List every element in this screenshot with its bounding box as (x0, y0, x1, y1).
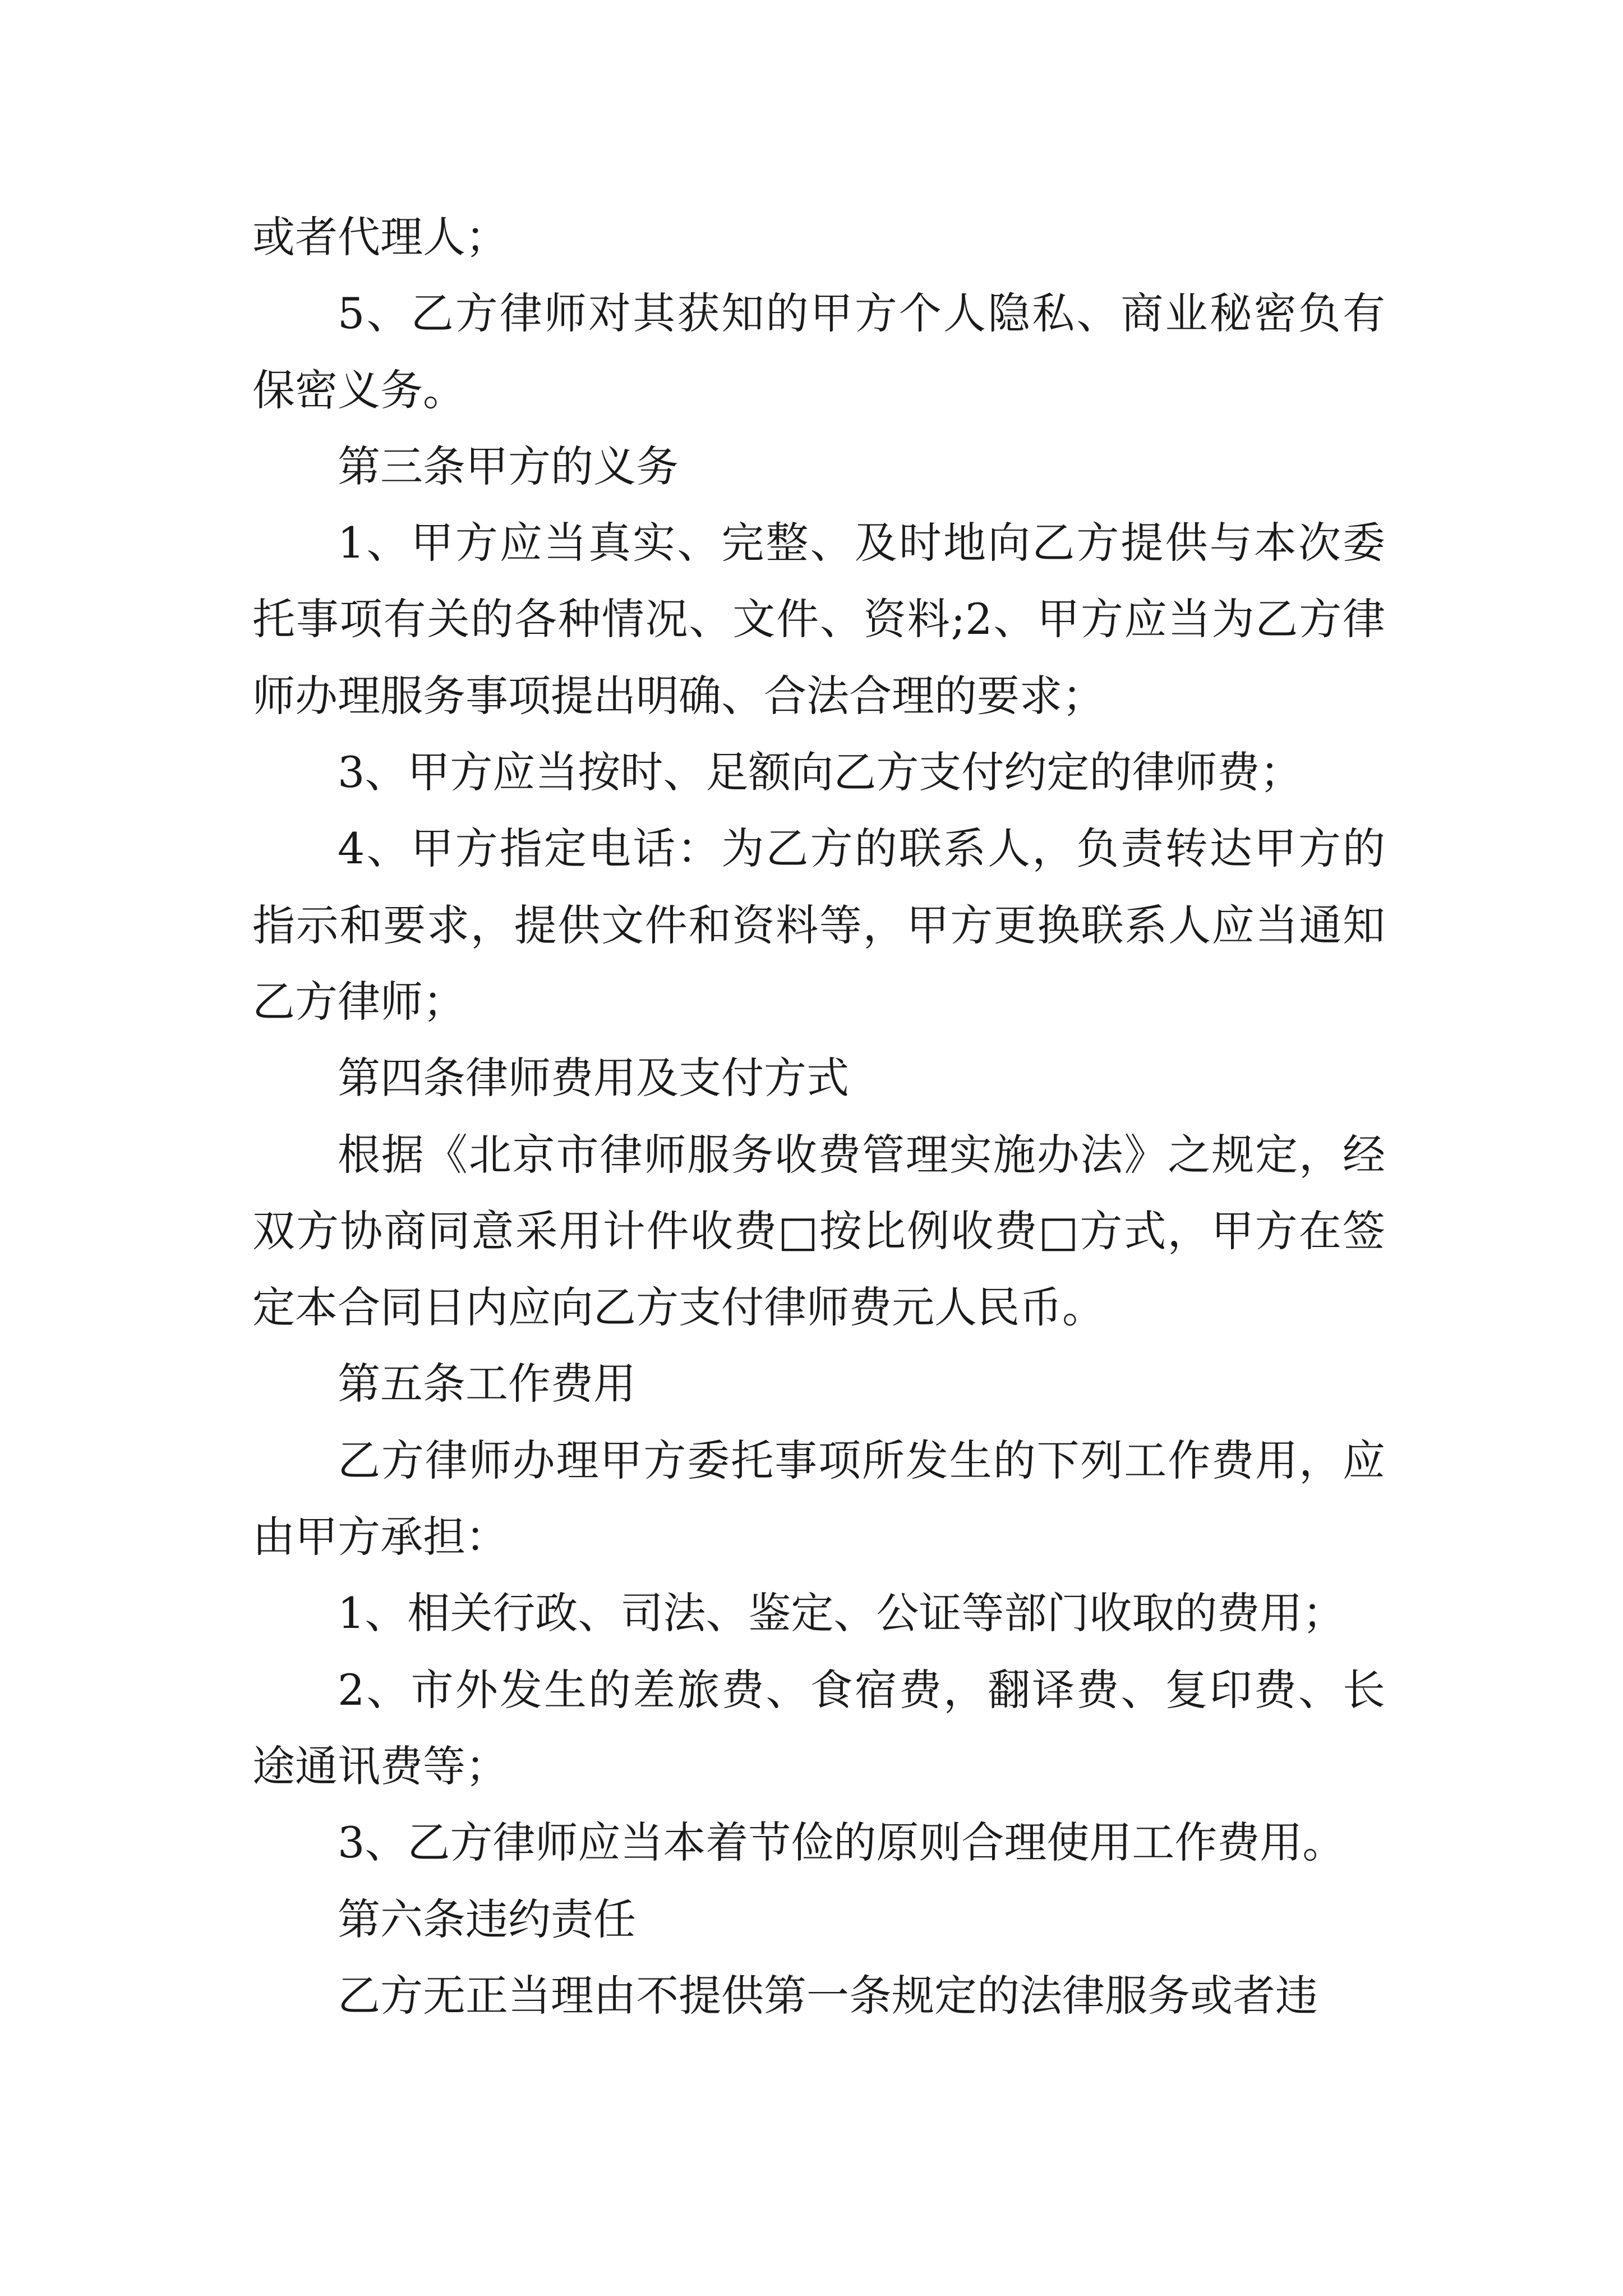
paragraph-party-a-duty-4: 4、甲方指定电话：为乙方的联系人，负责转达甲方的指示和要求，提供文件和资料等，甲方更换联系人应当通知乙方律师； (252, 823, 1385, 1027)
paragraph-expense-2: 2、市外发生的差旅费、食宿费，翻译费、复印费、长途通讯费等； (252, 1664, 1385, 1791)
heading-article-4: 第四条律师费用及支付方式 (338, 1053, 849, 1103)
paragraph-party-a-duty-3: 3、甲方应当按时、足额向乙方支付约定的律师费； (338, 747, 1303, 798)
heading-article-5: 第五条工作费用 (338, 1359, 636, 1409)
heading-article-3: 第三条甲方的义务 (338, 441, 679, 491)
paragraph-work-expenses: 乙方律师办理甲方委托事项所发生的下列工作费用，应由甲方承担： (252, 1435, 1385, 1562)
paragraph-party-a-duty-1: 1、甲方应当真实、完整、及时地向乙方提供与本次委托事项有关的各种情况、文件、资料;2、甲方应当为乙方律师办理服务事项提出明确、合法合理的要求； (252, 518, 1385, 721)
heading-article-6: 第六条违约责任 (338, 1894, 636, 1944)
paragraph-fee-terms: 根据《北京市律师服务收费管理实施办法》之规定，经双方协商同意采用计件收费□按比例收费□方式，甲方在签定本合同日内应向乙方支付律师费元人民币。 (252, 1129, 1385, 1333)
paragraph-continuation: 或者代理人； (252, 212, 508, 262)
paragraph-liability: 乙方无正当理由不提供第一条规定的法律服务或者违 (338, 1970, 1318, 2021)
document-body (252, 199, 1385, 2034)
paragraph-confidentiality: 5、乙方律师对其获知的甲方个人隐私、商业秘密负有保密义务。 (252, 288, 1385, 415)
paragraph-expense-1: 1、相关行政、司法、鉴定、公证等部门收取的费用； (338, 1588, 1345, 1639)
paragraph-expense-3: 3、乙方律师应当本着节俭的原则合理使用工作费用。 (338, 1818, 1345, 1868)
